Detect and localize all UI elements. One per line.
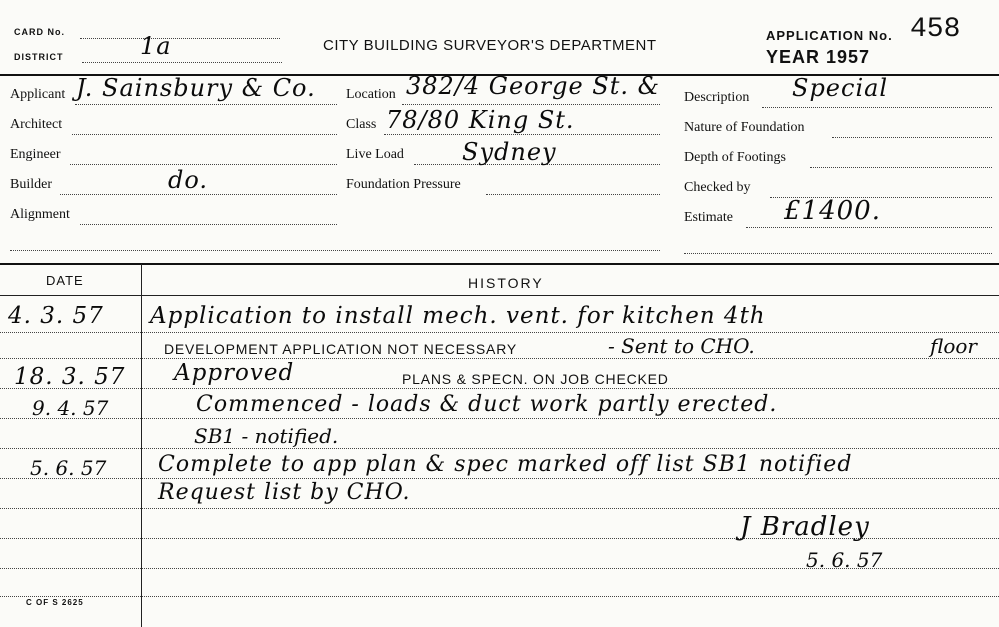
- estimate-label: Estimate: [684, 210, 733, 225]
- signature-date: 5. 6. 57: [806, 548, 883, 572]
- district-label: DISTRICT: [14, 52, 64, 62]
- ruled-line-10: [0, 596, 999, 597]
- alignment-line: [80, 224, 337, 225]
- date-header: DATE: [46, 273, 84, 288]
- plans-checked-stamp: PLANS & SPECN. ON JOB CHECKED: [402, 371, 669, 387]
- history-entry-text: Complete to app plan & spec marked off list SB1 notified: [158, 452, 853, 477]
- date-column-divider: [141, 264, 142, 627]
- estimate-line: [746, 227, 992, 228]
- applicant-label: Applicant: [10, 87, 66, 102]
- ruled-line-3: [0, 388, 999, 389]
- engineer-line: [70, 164, 337, 165]
- location-value: 382/4 George St. &: [406, 72, 660, 100]
- history-entry-text: Request list by CHO.: [158, 480, 411, 505]
- history-date: 9. 4. 57: [32, 396, 109, 420]
- application-number: 458: [910, 14, 961, 45]
- estimate-value: £1400.: [784, 196, 881, 226]
- nature-of-foundation-label: Nature of Foundation: [684, 120, 805, 135]
- district-value: 1a: [140, 32, 172, 60]
- applicant-value: J. Sainsbury & Co.: [76, 74, 316, 102]
- description-label: Description: [684, 90, 750, 105]
- architect-label: Architect: [10, 117, 63, 132]
- card-no-line: [80, 38, 280, 39]
- history-date: 18. 3. 57: [14, 364, 126, 390]
- location-line: [402, 104, 660, 105]
- year-label: YEAR 1957: [766, 47, 871, 67]
- history-entry-text: Commenced - loads & duct work partly erected.: [196, 392, 778, 417]
- ruled-line-7: [0, 508, 999, 509]
- ruled-line-2: [0, 358, 999, 359]
- card-no-label: CARD No.: [14, 27, 65, 37]
- development-stamp: DEVELOPMENT APPLICATION NOT NECESSARY: [164, 341, 517, 357]
- location-label: Location: [346, 87, 396, 102]
- architect-line: [72, 134, 337, 135]
- history-entry-extra: floor: [930, 334, 977, 358]
- description-value: Special: [792, 74, 889, 102]
- description-line: [762, 107, 992, 108]
- live-load-value: Sydney: [462, 138, 557, 166]
- history-top-rule: [0, 263, 999, 265]
- builder-label: Builder: [10, 177, 52, 192]
- signature: J Bradley: [740, 512, 870, 542]
- builder-line: [60, 194, 337, 195]
- alignment-label: Alignment: [10, 207, 70, 222]
- ruled-line-5: [0, 448, 999, 449]
- ruled-line-1: [0, 332, 999, 333]
- history-date: 4. 3. 57: [8, 303, 104, 329]
- applicant-line: [75, 104, 337, 105]
- history-entry-text: - Sent to CHO.: [608, 334, 755, 358]
- ruled-line-4: [0, 418, 999, 419]
- history-entry-text: Application to install mech. vent. for kitchen 4th: [150, 303, 766, 329]
- class-label: Class: [346, 117, 377, 132]
- department-title: CITY BUILDING SURVEYOR'S DEPARTMENT: [323, 37, 657, 54]
- estimate-line-2: [684, 253, 992, 254]
- form-code: C OF S 2625: [26, 598, 84, 607]
- depth-of-footings-line: [810, 167, 992, 168]
- nature-of-foundation-line: [832, 137, 992, 138]
- history-entry-text: SB1 - notified.: [194, 424, 339, 448]
- foundation-pressure-label: Foundation Pressure: [346, 177, 461, 192]
- builder-value: do.: [168, 166, 209, 194]
- engineer-label: Engineer: [10, 147, 61, 162]
- live-load-label: Live Load: [346, 147, 404, 162]
- history-header: HISTORY: [468, 275, 544, 291]
- checked-by-label: Checked by: [684, 180, 751, 195]
- class-line: [384, 134, 660, 135]
- alignment-line-2: [10, 250, 660, 251]
- history-header-rule: [0, 295, 999, 296]
- application-label: APPLICATION No.: [766, 28, 893, 43]
- ruled-line-6: [0, 478, 999, 479]
- district-line: [82, 62, 282, 63]
- foundation-pressure-line: [486, 194, 660, 195]
- class-value: 78/80 King St.: [386, 106, 575, 134]
- history-date: 5. 6. 57: [30, 456, 107, 480]
- depth-of-footings-label: Depth of Footings: [684, 150, 786, 165]
- history-entry-text: Approved: [174, 360, 295, 386]
